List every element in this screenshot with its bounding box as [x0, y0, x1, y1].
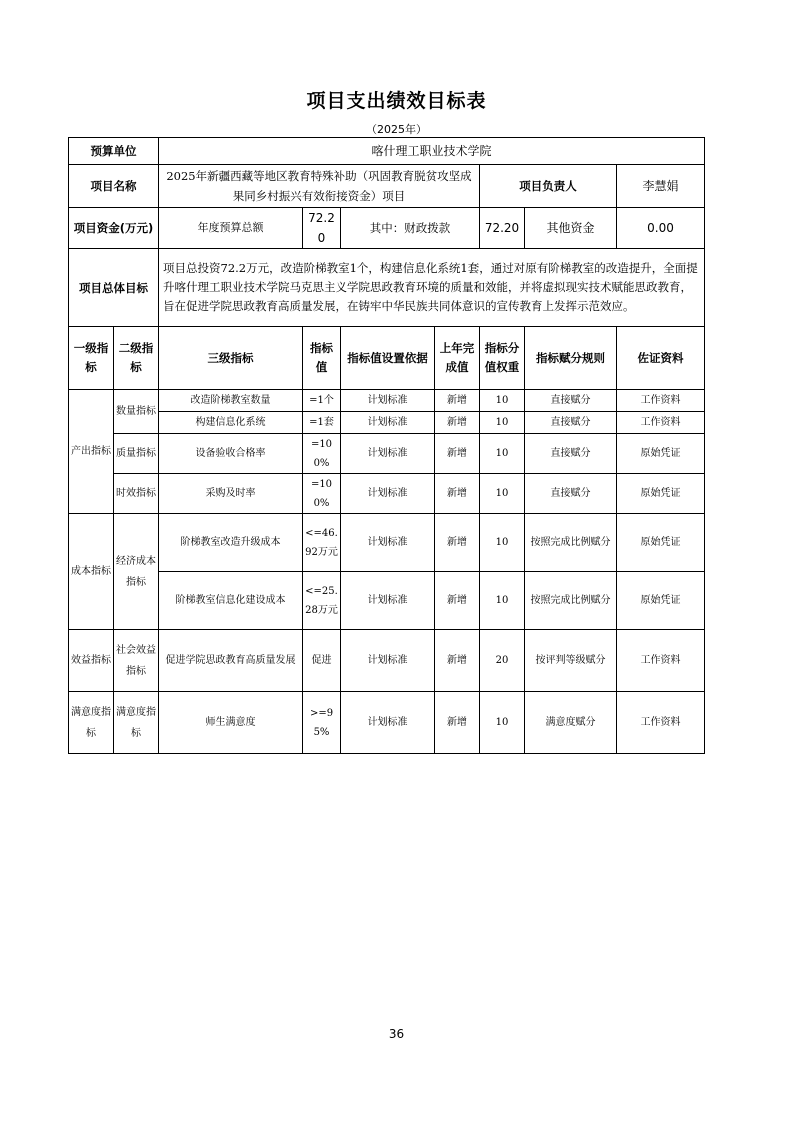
budget-unit-value: 喀什理工职业技术学院: [159, 138, 705, 165]
level3-indicator: 促进学院思政教育高质量发展: [159, 630, 303, 692]
header-cell: 三级指标: [159, 327, 303, 390]
indicator-weight: 10: [480, 692, 525, 754]
evidence-material: 原始凭证: [617, 434, 705, 474]
scoring-rule: 按照完成比例赋分: [525, 514, 617, 572]
level3-indicator: 构建信息化系统: [159, 412, 303, 434]
funds-label: 项目资金(万元): [69, 208, 159, 249]
level3-indicator: 师生满意度: [159, 692, 303, 754]
scoring-rule: 按照完成比例赋分: [525, 572, 617, 630]
year-label: （2025年）: [366, 123, 427, 136]
indicator-row: [69, 434, 705, 474]
level2-indicator: 满意度指标: [114, 692, 159, 754]
funds-row: [69, 208, 705, 249]
project-leader-value: 李慧娟: [617, 165, 705, 208]
indicator-weight: 20: [480, 630, 525, 692]
overall-goal-value: 项目总投资72.2万元，改造阶梯教室1个，构建信息化系统1套，通过对原有阶梯教室的改造提升，全面提升喀什理工职业技术学院马克思主义学院思政教育环境的质量和效能，并将虚拟现实技术赋能思政教育，旨在促进学院思政教育高质量发展，在铸牢中华民族共同体意识的宣传教育上发挥示范效应。: [159, 249, 705, 327]
level3-indicator: 采购及时率: [159, 474, 303, 514]
project-name-row: [69, 165, 705, 208]
previous-year-value: 新增: [435, 692, 480, 754]
indicator-row: [69, 474, 705, 514]
previous-year-value: 新增: [435, 572, 480, 630]
indicator-row: [69, 390, 705, 412]
previous-year-value: 新增: [435, 390, 480, 412]
indicator-value: =1个: [303, 390, 341, 412]
level1-indicator: 效益指标: [69, 630, 114, 692]
header-cell: 指标赋分规则: [525, 327, 617, 390]
header-cell: 佐证资料: [617, 327, 705, 390]
indicator-weight: 10: [480, 390, 525, 412]
indicator-basis: 计划标准: [341, 434, 435, 474]
indicator-basis: 计划标准: [341, 630, 435, 692]
other-funds-value: 0.00: [617, 208, 705, 249]
performance-table: [68, 137, 705, 754]
budget-unit-label: 预算单位: [69, 138, 159, 165]
indicator-weight: 10: [480, 474, 525, 514]
level3-indicator: 阶梯教室信息化建设成本: [159, 572, 303, 630]
fiscal-label: 其中：财政拨款: [341, 208, 480, 249]
indicator-weight: 10: [480, 572, 525, 630]
level3-indicator: 设备验收合格率: [159, 434, 303, 474]
budget-unit-row: [69, 138, 705, 165]
evidence-material: 工作资料: [617, 412, 705, 434]
indicator-value: <=25.28万元: [303, 572, 341, 630]
indicator-row: [69, 514, 705, 572]
indicator-weight: 10: [480, 434, 525, 474]
indicator-row: [69, 692, 705, 754]
indicator-basis: 计划标准: [341, 474, 435, 514]
scoring-rule: 按评判等级赋分: [525, 630, 617, 692]
evidence-material: 原始凭证: [617, 514, 705, 572]
level1-indicator: 满意度指标: [69, 692, 114, 754]
other-funds-label: 其他资金: [525, 208, 617, 249]
indicator-row: [69, 630, 705, 692]
level1-indicator: 产出指标: [69, 390, 114, 514]
scoring-rule: 直接赋分: [525, 434, 617, 474]
scoring-rule: 满意度赋分: [525, 692, 617, 754]
indicator-weight: 10: [480, 514, 525, 572]
header-cell: 指标值设置依据: [341, 327, 435, 390]
previous-year-value: 新增: [435, 434, 480, 474]
project-name-label: 项目名称: [69, 165, 159, 208]
annual-budget-label: 年度预算总额: [159, 208, 303, 249]
overall-goal-label: 项目总体目标: [69, 249, 159, 327]
indicator-basis: 计划标准: [341, 514, 435, 572]
indicator-header-row: [69, 327, 705, 390]
evidence-material: 工作资料: [617, 390, 705, 412]
header-cell: 一级指标: [69, 327, 114, 390]
previous-year-value: 新增: [435, 514, 480, 572]
header-cell: 上年完成值: [435, 327, 480, 390]
overall-goal-row: [69, 249, 705, 327]
previous-year-value: 新增: [435, 630, 480, 692]
indicator-basis: 计划标准: [341, 390, 435, 412]
indicator-value: =100%: [303, 474, 341, 514]
indicator-row: [69, 572, 705, 630]
header-cell: 指标分值权重: [480, 327, 525, 390]
level2-indicator: 经济成本指标: [114, 514, 159, 630]
indicator-basis: 计划标准: [341, 572, 435, 630]
level3-indicator: 阶梯教室改造升级成本: [159, 514, 303, 572]
indicator-value: =100%: [303, 434, 341, 474]
annual-budget-value: 72.20: [303, 208, 341, 249]
level2-indicator: 质量指标: [114, 434, 159, 474]
indicator-value: 促进: [303, 630, 341, 692]
level1-indicator: 成本指标: [69, 514, 114, 630]
header-cell: 指标值: [303, 327, 341, 390]
header-cell: 二级指标: [114, 327, 159, 390]
project-leader-label: 项目负责人: [480, 165, 617, 208]
level3-indicator: 改造阶梯教室数量: [159, 390, 303, 412]
indicator-value: >=95%: [303, 692, 341, 754]
indicator-value: =1套: [303, 412, 341, 434]
page-number: 36: [388, 1027, 405, 1041]
evidence-material: 工作资料: [617, 692, 705, 754]
fiscal-value: 72.20: [480, 208, 525, 249]
level2-indicator: 社会效益指标: [114, 630, 159, 692]
previous-year-value: 新增: [435, 412, 480, 434]
indicator-value: <=46.92万元: [303, 514, 341, 572]
page-title: 项目支出绩效目标表: [306, 90, 487, 112]
scoring-rule: 直接赋分: [525, 412, 617, 434]
scoring-rule: 直接赋分: [525, 474, 617, 514]
scoring-rule: 直接赋分: [525, 390, 617, 412]
evidence-material: 工作资料: [617, 630, 705, 692]
indicator-row: [69, 412, 705, 434]
level2-indicator: 时效指标: [114, 474, 159, 514]
evidence-material: 原始凭证: [617, 572, 705, 630]
level2-indicator: 数量指标: [114, 390, 159, 434]
previous-year-value: 新增: [435, 474, 480, 514]
project-name-value: 2025年新疆西藏等地区教育特殊补助（巩固教育脱贫攻坚成果同乡村振兴有效衔接资金）项目: [159, 165, 480, 208]
indicator-weight: 10: [480, 412, 525, 434]
indicator-basis: 计划标准: [341, 692, 435, 754]
indicator-basis: 计划标准: [341, 412, 435, 434]
evidence-material: 原始凭证: [617, 474, 705, 514]
